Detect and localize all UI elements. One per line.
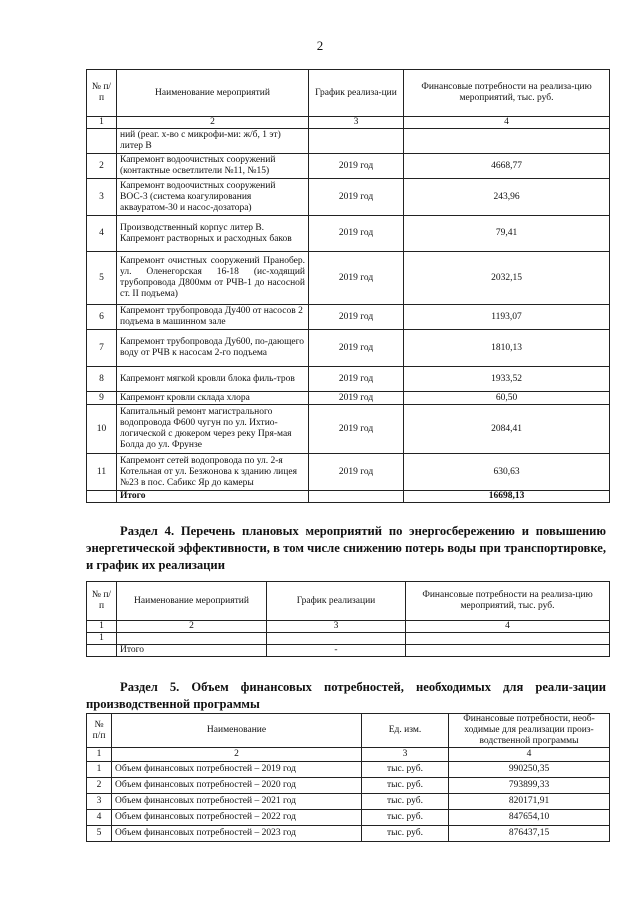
- row-number-cell: 1: [87, 762, 112, 778]
- row-unit-cell: тыс. руб.: [362, 810, 449, 826]
- activities-table: [86, 69, 610, 503]
- index-cell: 3: [267, 621, 406, 633]
- row-unit-cell: тыс. руб.: [362, 794, 449, 810]
- row-schedule-cell: 2019 год: [309, 305, 404, 330]
- table-row: [87, 216, 610, 252]
- table-header-row: [87, 70, 610, 117]
- total-number-cell: [87, 645, 117, 657]
- row-amount-cell: 847654,10: [449, 810, 610, 826]
- col-header-amount: Финансовые потребности на реализа-цию мероприятий, тыс. руб.: [406, 582, 610, 621]
- row-schedule-cell: 2019 год: [309, 330, 404, 367]
- row-name-cell: Капремонт очистных сооружений Пранобер. ул. Оленегорская 16-18 (ис-ходящий трубопровода Д800мм от РЧВ-1 до насосной ст. II подъема): [117, 252, 309, 305]
- section-5-title: Раздел 5. Объем финансовых потребностей, необходимых для реали-зации производственной программы: [86, 680, 606, 711]
- row-amount-cell: [406, 633, 610, 645]
- row-number-cell: 8: [87, 367, 117, 392]
- total-label: Итого: [117, 491, 309, 503]
- row-name-cell: Капремонт мягкой кровли блока филь-тров: [117, 367, 309, 392]
- col-header-amount: Финансовые потребности на реализа-цию мероприятий, тыс. руб.: [404, 70, 610, 117]
- row-name-cell: Капремонт кровли склада хлора: [117, 392, 309, 405]
- row-amount-cell: 60,50: [404, 392, 610, 405]
- row-schedule-cell: 2019 год: [309, 216, 404, 252]
- page-number: 2: [316, 38, 324, 53]
- total-amount-cell: [406, 645, 610, 657]
- row-number-cell: 5: [87, 252, 117, 305]
- table-row: [87, 633, 610, 645]
- table-row: [87, 794, 610, 810]
- table-row: [87, 826, 610, 842]
- row-name-cell: Объем финансовых потребностей – 2020 год: [112, 778, 362, 794]
- row-schedule-cell: 2019 год: [309, 454, 404, 491]
- row-schedule-cell: 2019 год: [309, 252, 404, 305]
- row-name-cell: Капремонт сетей водопровода по ул. 2-я Котельная от ул. Безжонова к зданию лицея №23 в пос. Сабикс Яр до камеры: [117, 454, 309, 491]
- table-row: [87, 154, 610, 179]
- index-cell: 1: [87, 117, 117, 129]
- index-cell: 2: [117, 117, 309, 129]
- row-number-cell: 6: [87, 305, 117, 330]
- row-number-cell: 3: [87, 794, 112, 810]
- col-header-name: Наименование: [112, 714, 362, 748]
- table-total-row: [87, 645, 610, 657]
- row-number-cell: 7: [87, 330, 117, 367]
- index-cell: 1: [87, 748, 112, 762]
- row-number-cell: 9: [87, 392, 117, 405]
- row-name-cell: Объем финансовых потребностей – 2019 год: [112, 762, 362, 778]
- row-schedule-cell: [309, 129, 404, 154]
- table-index-row: [87, 748, 610, 762]
- row-name-cell: [117, 633, 267, 645]
- total-value: 16698,13: [404, 491, 610, 503]
- table-row: [87, 778, 610, 794]
- col-header-amount: Финансовые потребности, необ-ходимые для реализации произ-водственной программы: [449, 714, 610, 748]
- index-cell: 3: [309, 117, 404, 129]
- row-name-cell: ний (реаг. х-во с микрофи-ми: ж/б, 1 эт) литер В: [117, 129, 309, 154]
- row-number-cell: 4: [87, 216, 117, 252]
- row-number-cell: 3: [87, 179, 117, 216]
- table-row: [87, 762, 610, 778]
- col-header-name: Наименование мероприятий: [117, 582, 267, 621]
- table-row-continuation: [87, 129, 610, 154]
- total-schedule-cell: -: [267, 645, 406, 657]
- total-label: Итого: [117, 645, 267, 657]
- row-amount-cell: 820171,91: [449, 794, 610, 810]
- col-header-unit: Ед. изм.: [362, 714, 449, 748]
- section-4-title: Раздел 4. Перечень плановых мероприятий по энергосбережению и повышению энергетической эффективности, в том числе снижению потерь воды при транспортировке, и график их реализации: [86, 524, 606, 572]
- total-schedule-cell: [309, 491, 404, 503]
- index-cell: 1: [87, 621, 117, 633]
- row-amount-cell: 79,41: [404, 216, 610, 252]
- row-schedule-cell: 2019 год: [309, 392, 404, 405]
- table-row: [87, 392, 610, 405]
- table-header-row: [87, 714, 610, 748]
- row-number-cell: 1: [87, 633, 117, 645]
- row-name-cell: Капремонт трубопровода Ду400 от насосов 2 подъема в машинном зале: [117, 305, 309, 330]
- row-amount-cell: 4668,77: [404, 154, 610, 179]
- index-cell: 2: [117, 621, 267, 633]
- row-unit-cell: тыс. руб.: [362, 762, 449, 778]
- row-name-cell: Объем финансовых потребностей – 2022 год: [112, 810, 362, 826]
- row-number-cell: 11: [87, 454, 117, 491]
- row-name-cell: Капремонт водоочистных сооружений ВОС-3 (система коагулирования аквауратом-30 и насос-дозатора): [117, 179, 309, 216]
- table-index-row: [87, 117, 610, 129]
- index-cell: 4: [449, 748, 610, 762]
- row-amount-cell: 1933,52: [404, 367, 610, 392]
- row-name-cell: Объем финансовых потребностей – 2023 год: [112, 826, 362, 842]
- table-row: [87, 330, 610, 367]
- row-number-cell: [87, 129, 117, 154]
- table-total-row: [87, 491, 610, 503]
- total-number-cell: [87, 491, 117, 503]
- table-row: [87, 305, 610, 330]
- col-header-schedule: График реализа-ции: [309, 70, 404, 117]
- table-row: [87, 367, 610, 392]
- table-index-row: [87, 621, 610, 633]
- row-amount-cell: 1193,07: [404, 305, 610, 330]
- row-amount-cell: [404, 129, 610, 154]
- energy-saving-table: [86, 581, 610, 657]
- row-schedule-cell: 2019 год: [309, 179, 404, 216]
- financial-needs-table: [86, 713, 610, 842]
- row-amount-cell: 2084,41: [404, 405, 610, 454]
- col-header-name: Наименование мероприятий: [117, 70, 309, 117]
- table-row: [87, 179, 610, 216]
- row-number-cell: 4: [87, 810, 112, 826]
- row-schedule-cell: 2019 год: [309, 405, 404, 454]
- row-amount-cell: 630,63: [404, 454, 610, 491]
- row-name-cell: Объем финансовых потребностей – 2021 год: [112, 794, 362, 810]
- row-amount-cell: 243,96: [404, 179, 610, 216]
- table-row: [87, 810, 610, 826]
- row-number-cell: 2: [87, 778, 112, 794]
- row-amount-cell: 876437,15: [449, 826, 610, 842]
- row-unit-cell: тыс. руб.: [362, 778, 449, 794]
- row-name-cell: Производственный корпус литер В. Капремонт растворных и расходных баков: [117, 216, 309, 252]
- row-amount-cell: 1810,13: [404, 330, 610, 367]
- row-unit-cell: тыс. руб.: [362, 826, 449, 842]
- row-number-cell: 10: [87, 405, 117, 454]
- row-schedule-cell: 2019 год: [309, 154, 404, 179]
- row-amount-cell: 793899,33: [449, 778, 610, 794]
- row-name-cell: Капремонт трубопровода Ду600, по-дающего воду от РЧВ к насосам 2-го подъема: [117, 330, 309, 367]
- row-number-cell: 5: [87, 826, 112, 842]
- table-row: [87, 252, 610, 305]
- table-row: [87, 454, 610, 491]
- row-amount-cell: 2032,15: [404, 252, 610, 305]
- row-schedule-cell: 2019 год: [309, 367, 404, 392]
- index-cell: 4: [404, 117, 610, 129]
- row-number-cell: 2: [87, 154, 117, 179]
- row-schedule-cell: [267, 633, 406, 645]
- table-row: [87, 405, 610, 454]
- row-amount-cell: 990250,35: [449, 762, 610, 778]
- table-header-row: [87, 582, 610, 621]
- col-header-number: № п/п: [87, 582, 117, 621]
- row-name-cell: Капитальный ремонт магистрального водопровода Ф600 чугун по ул. Ихтио-логической с дюкером через реку Пря-мая Болда до ул. Фрунзе: [117, 405, 309, 454]
- col-header-number: № п/п: [87, 70, 117, 117]
- col-header-number: № п/п: [87, 714, 112, 748]
- index-cell: 2: [112, 748, 362, 762]
- index-cell: 4: [406, 621, 610, 633]
- row-name-cell: Капремонт водоочистных сооружений (контактные осветлители №11, №15): [117, 154, 309, 179]
- col-header-schedule: График реализации: [267, 582, 406, 621]
- index-cell: 3: [362, 748, 449, 762]
